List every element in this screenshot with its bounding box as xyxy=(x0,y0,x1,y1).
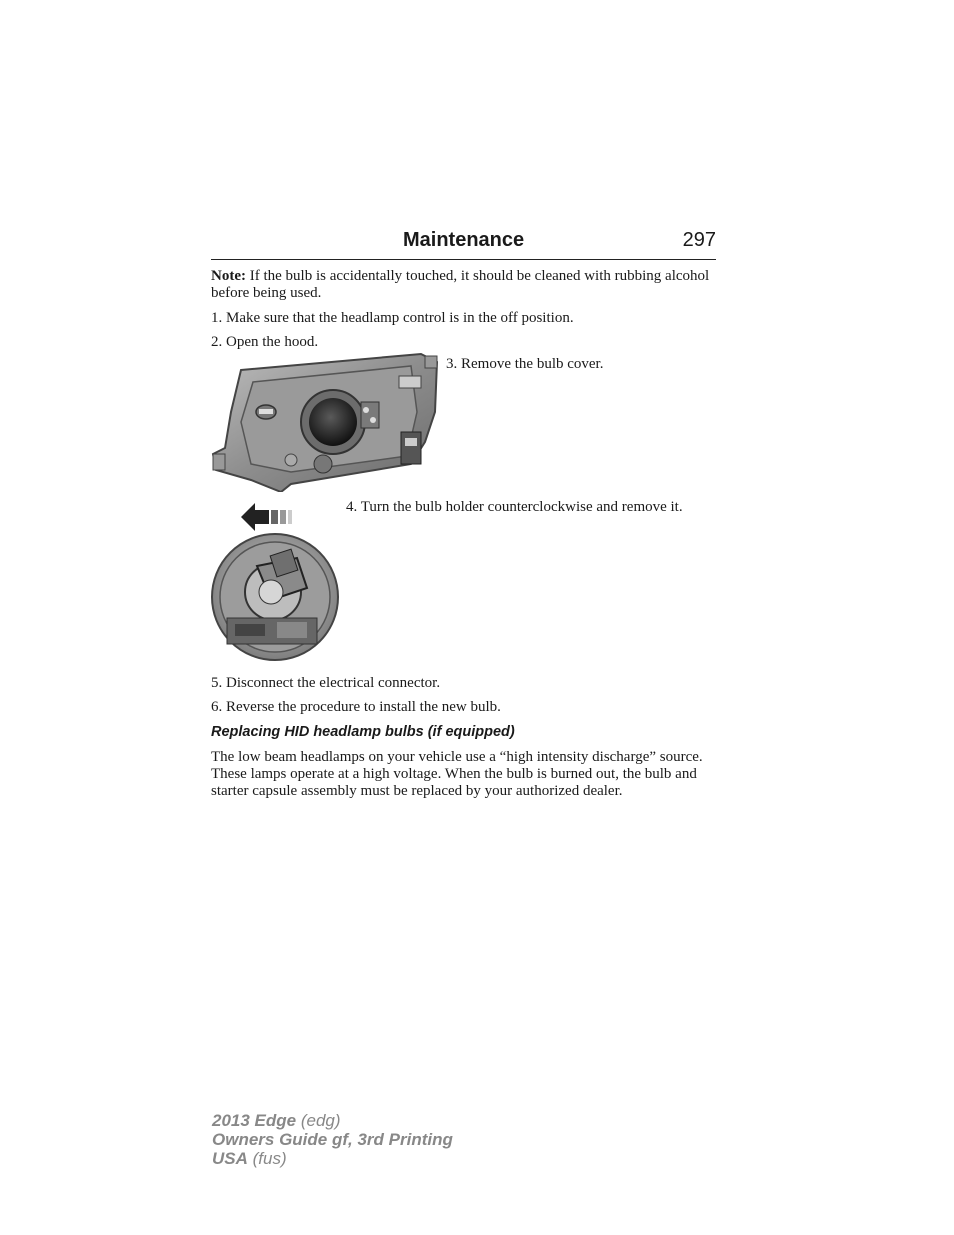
footer-line-3 xyxy=(212,1149,453,1168)
note-label: Note: xyxy=(211,268,246,284)
note-text: If the bulb is accidentally touched, it should be cleaned with rubbing alcohol before being used. xyxy=(211,268,710,301)
footer-model-code: (edg) xyxy=(296,1111,341,1130)
bulb-holder-rotation-icon xyxy=(211,500,341,662)
headlamp-assembly-figure xyxy=(211,352,439,492)
headlamp-assembly-icon xyxy=(211,352,439,492)
step-2: 2. Open the hood. xyxy=(211,334,319,350)
section-title: Maintenance xyxy=(403,229,525,251)
bulb-holder-figure xyxy=(211,500,341,662)
step-5: 5. Disconnect the electrical connector. xyxy=(211,675,441,691)
page-number: 297 xyxy=(682,229,716,251)
footer-market-code: (fus) xyxy=(247,1149,287,1168)
step-4: 4. Turn the bulb holder counterclockwise and remove it. xyxy=(346,499,683,515)
hid-section-body: The low beam headlamps on your vehicle use a “high intensity discharge” source. These lamps operate at a high voltage. When the bulb is burned out, the bulb and starter capsule assembly must be replaced by your authorized dealer. xyxy=(211,749,703,799)
document-footer xyxy=(212,1111,453,1168)
page-header xyxy=(211,229,716,260)
footer-line-1 xyxy=(212,1111,453,1130)
footer-line-2: Owners Guide gf, 3rd Printing xyxy=(212,1130,453,1149)
counterclockwise-arrow-icon xyxy=(241,503,269,531)
hid-section-heading: Replacing HID headlamp bulbs (if equipped) xyxy=(211,724,515,740)
footer-market: USA xyxy=(212,1149,248,1168)
footer-model: 2013 Edge xyxy=(212,1111,297,1130)
step-1: 1. Make sure that the headlamp control is in the off position. xyxy=(211,310,574,326)
step-6: 6. Reverse the procedure to install the new bulb. xyxy=(211,699,501,715)
step-3: 3. Remove the bulb cover. xyxy=(446,356,604,372)
note-paragraph xyxy=(211,268,716,302)
